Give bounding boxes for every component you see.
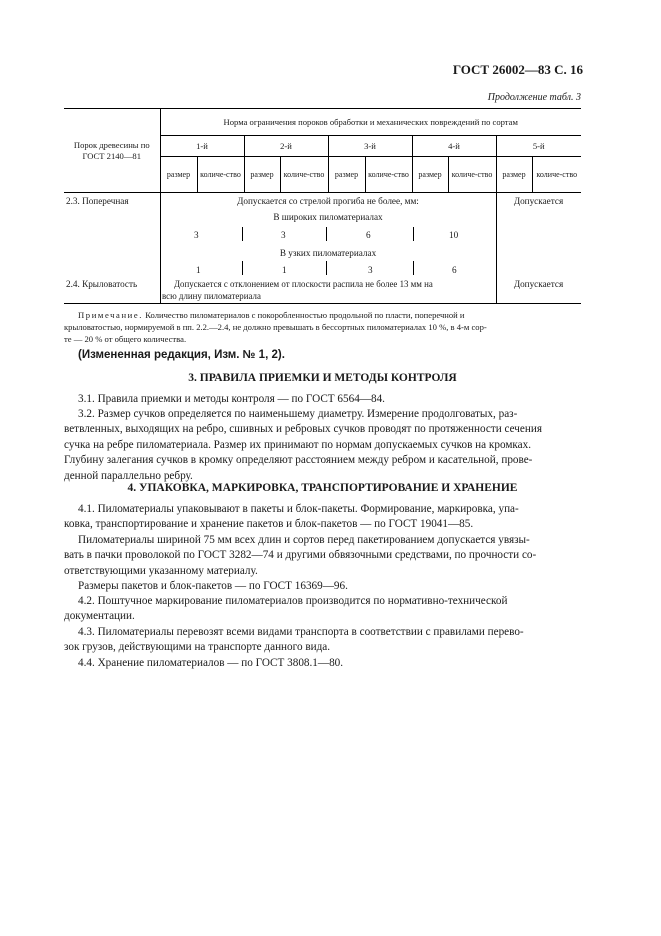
para-line: 4.2. Поштучное маркирование пиломатериалов производится по нормативно-технической	[78, 595, 508, 607]
wide-value-2: 3	[281, 230, 286, 240]
para-line: сучка на ребре пиломатериала. Размер их принимают по нормам допускаемых сучков на кромках.	[64, 438, 532, 451]
table-bottom-rule	[64, 303, 581, 304]
row-text-wing-1: Допускается с отклонением от плоскости распила не более 13 мм на	[174, 279, 433, 289]
para-line: ковка, транспортирование и хранение пакетов и блок-пакетов — по ГОСТ 19041—85.	[64, 518, 474, 531]
row-grade5-wing: Допускается	[513, 279, 564, 289]
value-separator	[413, 227, 414, 241]
para-line: 4.3. Пиломатериалы перевозят всеми видами транспорта в соответствии с правилами перево-	[78, 626, 524, 638]
para-line: зок грузов, действующими на транспорте данного вида.	[64, 641, 331, 654]
grade-5: 5-й	[496, 136, 581, 157]
para-4-1	[64, 502, 581, 533]
para-line: 4.1. Пиломатериалы упаковывают в пакеты и блок-пакеты. Формирование, маркировка, упа-	[78, 503, 519, 515]
subheading-wide: В широких пиломатериалах	[273, 212, 383, 222]
sub-size: размер	[496, 157, 532, 193]
wide-value-3: 6	[366, 230, 371, 240]
note-text: Количество пиломатериалов с покоробленностью продольной по пласти, поперечной и	[145, 310, 465, 320]
para-line: вать в пачки проволокой по ГОСТ 3282—74 и другими обвязочными средствами, по прочности со-	[64, 549, 537, 562]
grade-4: 4-й	[412, 136, 496, 157]
row-text-wing-2: всю длину пиломатериала	[162, 291, 261, 301]
col-header-defect: Порок древесины по ГОСТ 2140—81	[64, 109, 160, 193]
sub-size: размер	[328, 157, 365, 193]
defect-table-header	[64, 108, 581, 193]
wide-value-4: 10	[449, 230, 459, 240]
sub-qty: количе-ство	[280, 157, 328, 193]
row-grade5-transverse: Допускается	[513, 196, 564, 206]
table-note	[64, 309, 581, 345]
para-line: Глубину залегания сучков в кромку определяют расстоянием между ребром и касательной, прове-	[64, 454, 533, 467]
para-line: документации.	[64, 610, 135, 623]
para-4-3	[64, 625, 581, 656]
col-header-norm: Норма ограничения пороков обработки и механических повреждений по сортам	[160, 109, 581, 136]
defect-table-body	[64, 193, 581, 303]
subheading-narrow: В узких пиломатериалах	[279, 248, 377, 258]
note-text: те — 20 % от общего количества.	[64, 334, 187, 344]
para-line: ветвленных, выходящих на ребро, сшивных и ребровых сучков проводят по протяженности сечения	[64, 423, 543, 436]
para-3-1: 3.1. Правила приемки и методы контроля — по ГОСТ 6564—84.	[78, 393, 385, 405]
sub-qty: количе-ство	[365, 157, 412, 193]
narrow-value-3: 3	[368, 265, 373, 275]
sub-qty: количе-ство	[448, 157, 496, 193]
sub-size: размер	[160, 157, 197, 193]
edition-note: (Измененная редакция, Изм. № 1, 2).	[78, 349, 285, 361]
sub-size: размер	[244, 157, 280, 193]
row-text-transverse: Допускается со стрелой прогиба не более, мм:	[237, 196, 419, 206]
value-separator	[242, 261, 243, 275]
para-3-2	[64, 407, 581, 484]
para-line: ответствующими указанному материалу.	[64, 564, 258, 577]
para-4-4: 4.4. Хранение пиломатериалов — по ГОСТ 3808.1—80.	[78, 657, 344, 669]
para-4-1-b	[64, 533, 581, 579]
grade-2: 2-й	[244, 136, 328, 157]
note-label: Примечание.	[78, 310, 144, 320]
value-separator	[413, 261, 414, 275]
narrow-value-4: 6	[452, 265, 457, 275]
row-label-wing: 2.4. Крыловатость	[66, 279, 138, 289]
grade-1: 1-й	[160, 136, 244, 157]
section-3-title: 3. ПРАВИЛА ПРИЕМКИ И МЕТОДЫ КОНТРОЛЯ	[188, 372, 457, 384]
value-separator	[326, 261, 327, 275]
sub-qty: количе-ство	[532, 157, 581, 193]
table-continuation-label: Продолжение табл. 3	[487, 92, 581, 103]
para-line: Пиломатериалы шириной 75 мм всех длин и сортов перед пакетированием допускается увязы-	[78, 534, 530, 546]
value-separator	[326, 227, 327, 241]
para-4-1-c: Размеры пакетов и блок-пакетов — по ГОСТ 16369—96.	[78, 580, 348, 592]
narrow-value-1: 1	[196, 265, 201, 275]
sub-size: размер	[412, 157, 448, 193]
sub-qty: количе-ство	[197, 157, 244, 193]
value-separator	[242, 227, 243, 241]
grade-3: 3-й	[328, 136, 412, 157]
row-label-transverse: 2.3. Поперечная	[66, 196, 129, 206]
para-line: 3.2. Размер сучков определяется по наименьшему диаметру. Измерение продолговатых, раз-	[78, 408, 518, 420]
note-text: крыловатостью, нормируемой в пп. 2.2.—2.4, не должно превышать в бессортных пиломатериалах 10 %, в 4-м сор-	[64, 322, 487, 332]
page-header: ГОСТ 26002—83 С. 16	[452, 62, 583, 77]
section-4-title: 4. УПАКОВКА, МАРКИРОВКА, ТРАНСПОРТИРОВАНИЕ И ХРАНЕНИЕ	[127, 482, 518, 494]
wide-value-1: 3	[194, 230, 199, 240]
narrow-value-2: 1	[282, 265, 287, 275]
para-line: денной параллельно ребру.	[64, 469, 193, 482]
para-4-2	[64, 594, 581, 625]
